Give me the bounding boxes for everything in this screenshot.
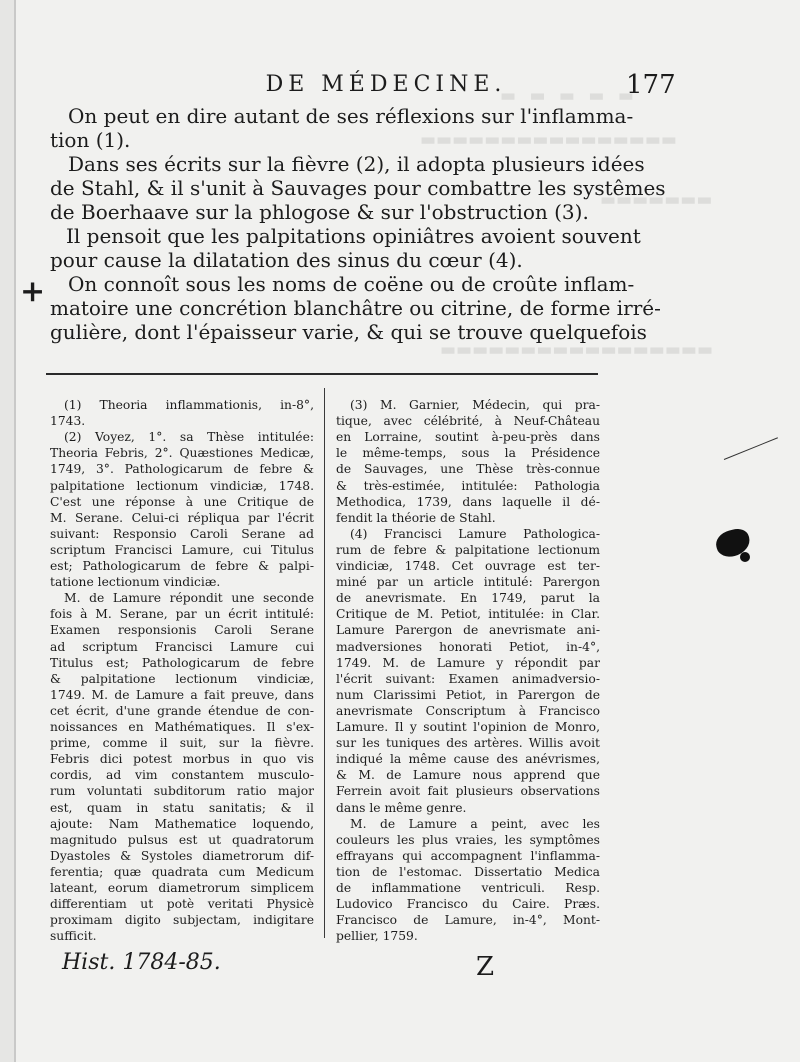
footnote-line: noissances en Mathématiques. Il s'ex- <box>50 720 314 734</box>
body-line: On peut en dire autant de ses réflexions sur l'inflamma- <box>68 104 634 128</box>
footnote-line: ajoute: Nam Mathematice loquendo, <box>50 816 314 831</box>
body-line: matoire une concrétion blanchâtre ou citrine, de forme irré- <box>50 296 661 320</box>
footnote-line: sur les tuniques des artères. Willis avoit <box>336 736 600 751</box>
body-line: Il pensoit que les palpitations opiniâtres avoient souvent <box>66 224 641 248</box>
footnote-line: de inflammatione ventriculi. Resp. <box>336 881 600 895</box>
footnote-line: ferentia; quæ quadrata cum Medicum <box>50 864 314 879</box>
footnote-line: en Lorraine, soutint à-peu-près dans <box>336 430 600 445</box>
footnote-line: de anevrismate. En 1749, parut la <box>336 591 600 606</box>
ink-blot <box>740 552 750 562</box>
footnote-line: anevrismate Conscriptum à Francisco <box>336 703 600 718</box>
page-edge-shadow <box>14 0 16 1062</box>
footnote-line: & M. de Lamure nous apprend que <box>336 768 600 783</box>
footnote-line: Lamure. Il y soutint l'opinion de Monro, <box>336 720 600 734</box>
footnote-line: le même-temps, sous la Présidence <box>336 446 600 461</box>
printer-signature: Hist. 1784-85. <box>62 950 221 975</box>
footnote-line: C'est une réponse à une Critique de <box>50 494 314 509</box>
footnote-line: Lamure Parergon de anevrismate ani- <box>336 623 600 638</box>
footnote-line: 1749. M. de Lamure a fait preuve, dans <box>50 687 314 702</box>
footnote-line: couleurs les plus vraies, les symptômes <box>336 832 600 847</box>
footnote-line: Critique de M. Petiot, intitulée: in Clar. <box>336 607 600 622</box>
show-through-line: ▬▬▬▬▬▬▬▬▬▬▬▬▬▬▬▬▬ <box>440 340 714 360</box>
footnote-line: 1743. <box>50 414 86 429</box>
footnote-line: ad scriptum Francisci Lamure cui <box>50 639 314 654</box>
footnote-line: Febris dici potest morbus in quo vis <box>50 752 314 767</box>
footnote-line: vindiciæ, 1748. Cet ouvrage est ter- <box>336 559 600 573</box>
footnote-line: effrayans qui accompagnent l'inflamma- <box>336 848 600 863</box>
footnote-line: scriptum Francisci Lamure, cui Titulus <box>50 542 314 557</box>
footnote-line: Francisco de Lamure, in-4°, Mont- <box>336 913 600 928</box>
footnote-line: (3) M. Garnier, Médecin, qui pra- <box>350 398 600 412</box>
footnote-line: magnitudo pulsus est ut quadratorum <box>50 832 314 847</box>
footnote-line: differentiam ut potè veritati Physicè <box>50 897 314 912</box>
footnote-line: M. de Lamure a peint, avec les <box>350 816 600 831</box>
footnote-line: (1) Theoria inflammationis, in-8°, <box>64 398 314 412</box>
footnote-line: (2) Voyez, 1°. sa Thèse intitulée: <box>64 430 314 445</box>
footnote-line: cordis, ad vim constantem musculo- <box>50 768 314 783</box>
body-line: tion (1). <box>50 128 131 152</box>
footnote-line: lateant, eorum diametrorum simplicem <box>50 881 314 895</box>
body-line: de Boerhaave sur la phlogose & sur l'obstruction (3). <box>50 200 589 224</box>
footnote-line: M. Serane. Celui-ci répliqua par l'écrit <box>50 510 314 525</box>
footnote-line: 1749. M. de Lamure y répondit par <box>336 655 600 670</box>
footnote-line: Theoria Febris, 2°. Quæstiones Medicæ, <box>50 446 314 461</box>
footnote-line: palpitatione lectionum vindiciæ, 1748. <box>50 478 314 493</box>
footnote-line: indiqué la même cause des anévrismes, <box>336 752 600 767</box>
footnote-line: sufficit. <box>50 929 97 944</box>
footnote-line: Dyastoles & Systoles diametrorum dif- <box>50 848 314 863</box>
show-through-heading: ▬ ▬ ▬ ▬ ▬ <box>500 86 638 106</box>
footnote-line: M. de Lamure répondit une seconde <box>64 591 314 606</box>
footnote-line: est, quam in statu sanitatis; & il <box>50 800 314 815</box>
show-through-line: ▬▬▬▬▬▬▬▬▬▬▬▬▬▬▬▬ <box>420 130 677 150</box>
footnote-line: de Sauvages, une Thèse très-connue <box>336 462 600 477</box>
footnote-line: rum de febre & palpitatione lectionum <box>336 542 600 557</box>
page-number: 177 <box>626 70 676 100</box>
body-line: On connoît sous les noms de coëne ou de croûte inflam- <box>68 272 635 296</box>
footnote-line: & palpitatione lectionum vindiciæ, <box>50 671 314 686</box>
footnote-line: madversiones honorati Petiot, in-4°, <box>336 639 600 654</box>
body-line: de Stahl, & il s'unit à Sauvages pour combattre les systêmes <box>50 176 666 200</box>
footnote-line: fendit la théorie de Stahl. <box>336 510 496 525</box>
footnote-line: fois à M. Serane, par un écrit intitulé: <box>50 607 314 622</box>
footnote-line: tique, avec célébrité, à Neuf-Château <box>336 414 600 429</box>
footnote-line: dans le même genre. <box>336 800 467 815</box>
body-line: gulière, dont l'épaisseur varie, & qui se trouve quelquefois <box>50 320 647 344</box>
footnote-line: pellier, 1759. <box>336 929 418 944</box>
footnote-rule <box>46 373 598 375</box>
footnote-line: Examen responsionis Caroli Serane <box>50 623 314 638</box>
body-line: Dans ses écrits sur la fièvre (2), il adopta plusieurs idées <box>68 152 645 176</box>
footnote-line: Ludovico Francisco du Caire. Præs. <box>336 897 600 912</box>
running-head: DE MÉDECINE. <box>265 72 507 97</box>
footnote-line: tatione lectionum vindiciæ. <box>50 575 221 590</box>
footnote-line: 1749, 3°. Pathologicarum de febre & <box>50 462 314 477</box>
footnote-line: tion de l'estomac. Dissertatio Medica <box>336 864 600 879</box>
footnote-line: (4) Francisci Lamure Pathologica- <box>350 526 600 541</box>
column-divider <box>324 388 325 938</box>
footnote-line: num Clarissimi Petiot, in Parergon de <box>336 687 600 702</box>
footnote-line: cet écrit, d'une grande étendue de con- <box>50 703 314 718</box>
footnote-line: proximam digito subjectam, indigitare <box>50 913 314 928</box>
footnote-line: rum voluntati subditorum ratio major <box>50 784 314 799</box>
footnote-line: & très-estimée, intitulée: Pathologia <box>336 478 600 493</box>
footnote-line: prime, comme il suit, sur la fièvre. <box>50 736 314 751</box>
signature-mark: Z <box>476 952 495 982</box>
show-through-line: ▬▬▬▬▬▬▬ <box>600 190 713 210</box>
footnote-line: miné par un article intitulé: Parergon <box>336 575 600 590</box>
footnote-line: Methodica, 1739, dans laquelle il dé- <box>336 494 600 509</box>
footnote-line: est; Pathologicarum de febre & palpi- <box>50 559 314 573</box>
body-line: pour cause la dilatation des sinus du cœur (4). <box>50 248 523 272</box>
footnote-line: suivant: Responsio Caroli Serane ad <box>50 526 314 541</box>
footnote-line: l'écrit suivant: Examen animadversio- <box>336 671 600 686</box>
margin-mark: + <box>20 274 46 309</box>
footnote-line: Titulus est; Pathologicarum de febre <box>50 655 314 670</box>
footnote-line: Ferrein avoit fait plusieurs observations <box>336 784 600 799</box>
